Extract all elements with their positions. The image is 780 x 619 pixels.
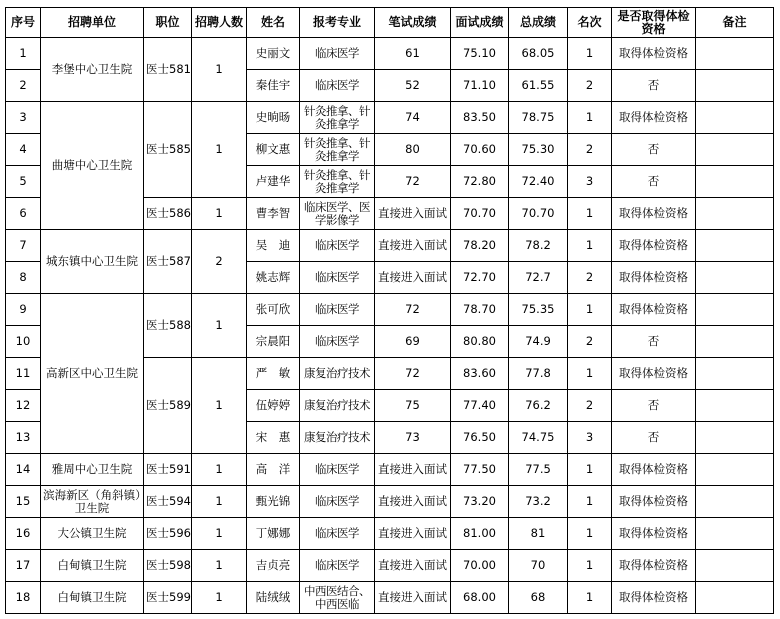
unit-name: 大公镇卫生院 xyxy=(41,518,144,550)
interview-score: 70.70 xyxy=(451,198,509,230)
interview-score: 72.80 xyxy=(451,166,509,198)
total-score: 75.30 xyxy=(509,134,568,166)
note xyxy=(696,422,774,454)
total-score: 73.2 xyxy=(509,486,568,518)
candidate-name: 吴 迪 xyxy=(247,230,300,262)
total-score: 74.9 xyxy=(509,326,568,358)
row-number: 7 xyxy=(6,230,41,262)
rank: 1 xyxy=(568,358,612,390)
total-score: 77.8 xyxy=(509,358,568,390)
written-score: 直接进入面试 xyxy=(375,550,451,582)
written-score: 74 xyxy=(375,102,451,134)
unit-name: 高新区中心卫生院 xyxy=(41,294,144,454)
rank: 3 xyxy=(568,166,612,198)
row-number: 9 xyxy=(6,294,41,326)
candidate-name: 柳文惠 xyxy=(247,134,300,166)
major: 针灸推拿、针灸推拿学 xyxy=(300,134,375,166)
hire-count: 1 xyxy=(192,454,247,486)
candidate-name: 伍婷婷 xyxy=(247,390,300,422)
rank: 1 xyxy=(568,518,612,550)
row-number: 10 xyxy=(6,326,41,358)
rank: 2 xyxy=(568,262,612,294)
candidate-name: 卢建华 xyxy=(247,166,300,198)
note xyxy=(696,134,774,166)
header-rank: 名次 xyxy=(568,8,612,38)
row-number: 11 xyxy=(6,358,41,390)
table-row xyxy=(6,518,774,550)
unit-name: 曲塘中心卫生院 xyxy=(41,102,144,230)
major: 康复治疗技术 xyxy=(300,422,375,454)
header-qualified: 是否取得体检资格 xyxy=(612,8,696,38)
major: 针灸推拿、针灸推拿学 xyxy=(300,166,375,198)
row-number: 2 xyxy=(6,70,41,102)
interview-score: 71.10 xyxy=(451,70,509,102)
table-row xyxy=(6,486,774,518)
interview-score: 73.20 xyxy=(451,486,509,518)
hire-count: 1 xyxy=(192,38,247,102)
major: 临床医学 xyxy=(300,70,375,102)
total-score: 68.05 xyxy=(509,38,568,70)
header-major: 报考专业 xyxy=(300,8,375,38)
written-score: 73 xyxy=(375,422,451,454)
header-no: 序号 xyxy=(6,8,41,38)
position-code: 医士591 xyxy=(144,454,192,486)
note xyxy=(696,230,774,262)
rank: 1 xyxy=(568,294,612,326)
position-code: 医士594 xyxy=(144,486,192,518)
candidate-name: 高 洋 xyxy=(247,454,300,486)
interview-score: 70.00 xyxy=(451,550,509,582)
written-score: 直接进入面试 xyxy=(375,230,451,262)
hire-count: 1 xyxy=(192,198,247,230)
exam-qualification: 取得体检资格 xyxy=(612,230,696,262)
written-score: 直接进入面试 xyxy=(375,486,451,518)
exam-qualification: 取得体检资格 xyxy=(612,38,696,70)
written-score: 直接进入面试 xyxy=(375,262,451,294)
row-number: 16 xyxy=(6,518,41,550)
header-position: 职位 xyxy=(144,8,192,38)
unit-name: 白甸镇卫生院 xyxy=(41,550,144,582)
interview-score: 72.70 xyxy=(451,262,509,294)
position-code: 医士598 xyxy=(144,550,192,582)
candidate-name: 张可欣 xyxy=(247,294,300,326)
rank: 1 xyxy=(568,230,612,262)
hire-count: 1 xyxy=(192,486,247,518)
table-row xyxy=(6,38,774,70)
row-number: 5 xyxy=(6,166,41,198)
total-score: 75.35 xyxy=(509,294,568,326)
row-number: 3 xyxy=(6,102,41,134)
position-code: 医士596 xyxy=(144,518,192,550)
total-score: 70.70 xyxy=(509,198,568,230)
interview-score: 68.00 xyxy=(451,582,509,614)
major: 临床医学 xyxy=(300,262,375,294)
hire-count: 1 xyxy=(192,550,247,582)
interview-score: 75.10 xyxy=(451,38,509,70)
note xyxy=(696,198,774,230)
major: 康复治疗技术 xyxy=(300,390,375,422)
total-score: 76.2 xyxy=(509,390,568,422)
note xyxy=(696,390,774,422)
written-score: 80 xyxy=(375,134,451,166)
position-code: 医士589 xyxy=(144,358,192,454)
row-number: 13 xyxy=(6,422,41,454)
rank: 2 xyxy=(568,134,612,166)
interview-score: 70.60 xyxy=(451,134,509,166)
major: 临床医学、医学影像学 xyxy=(300,198,375,230)
interview-score: 83.60 xyxy=(451,358,509,390)
candidate-name: 宗晨阳 xyxy=(247,326,300,358)
rank: 1 xyxy=(568,582,612,614)
total-score: 68 xyxy=(509,582,568,614)
exam-qualification: 取得体检资格 xyxy=(612,358,696,390)
note xyxy=(696,550,774,582)
hire-count: 1 xyxy=(192,102,247,198)
note xyxy=(696,38,774,70)
rank: 2 xyxy=(568,390,612,422)
row-number: 6 xyxy=(6,198,41,230)
interview-score: 76.50 xyxy=(451,422,509,454)
candidate-name: 宋 惠 xyxy=(247,422,300,454)
total-score: 77.5 xyxy=(509,454,568,486)
exam-qualification: 取得体检资格 xyxy=(612,550,696,582)
position-code: 医士585 xyxy=(144,102,192,198)
total-score: 81 xyxy=(509,518,568,550)
candidate-name: 姚志辉 xyxy=(247,262,300,294)
table-row xyxy=(6,582,774,614)
table-row xyxy=(6,454,774,486)
exam-qualification: 取得体检资格 xyxy=(612,582,696,614)
hire-count: 1 xyxy=(192,518,247,550)
position-code: 医士581 xyxy=(144,38,192,102)
note xyxy=(696,262,774,294)
exam-qualification: 否 xyxy=(612,166,696,198)
unit-name: 白甸镇卫生院 xyxy=(41,582,144,614)
table-row xyxy=(6,550,774,582)
position-code: 医士588 xyxy=(144,294,192,358)
total-score: 74.75 xyxy=(509,422,568,454)
exam-qualification: 否 xyxy=(612,390,696,422)
interview-score: 81.00 xyxy=(451,518,509,550)
results-table xyxy=(5,7,774,614)
table-body xyxy=(6,38,774,614)
table-row xyxy=(6,102,774,134)
note xyxy=(696,518,774,550)
rank: 2 xyxy=(568,326,612,358)
total-score: 72.40 xyxy=(509,166,568,198)
major: 临床医学 xyxy=(300,326,375,358)
major: 临床医学 xyxy=(300,294,375,326)
written-score: 72 xyxy=(375,166,451,198)
note xyxy=(696,102,774,134)
header-total: 总成绩 xyxy=(509,8,568,38)
candidate-name: 曹李智 xyxy=(247,198,300,230)
rank: 1 xyxy=(568,454,612,486)
major: 中西医结合、中西医临 xyxy=(300,582,375,614)
major: 临床医学 xyxy=(300,518,375,550)
interview-score: 83.50 xyxy=(451,102,509,134)
note xyxy=(696,582,774,614)
major: 临床医学 xyxy=(300,38,375,70)
written-score: 72 xyxy=(375,358,451,390)
candidate-name: 严 敏 xyxy=(247,358,300,390)
header-unit: 招聘单位 xyxy=(41,8,144,38)
row-number: 17 xyxy=(6,550,41,582)
note xyxy=(696,486,774,518)
exam-qualification: 否 xyxy=(612,326,696,358)
interview-score: 77.50 xyxy=(451,454,509,486)
hire-count: 1 xyxy=(192,358,247,454)
rank: 1 xyxy=(568,198,612,230)
major: 临床医学 xyxy=(300,454,375,486)
written-score: 52 xyxy=(375,70,451,102)
header-row xyxy=(6,8,774,38)
written-score: 61 xyxy=(375,38,451,70)
header-name: 姓名 xyxy=(247,8,300,38)
exam-qualification: 取得体检资格 xyxy=(612,294,696,326)
header-interview: 面试成绩 xyxy=(451,8,509,38)
exam-qualification: 取得体检资格 xyxy=(612,518,696,550)
note xyxy=(696,358,774,390)
rank: 1 xyxy=(568,486,612,518)
table-row xyxy=(6,294,774,326)
header-count: 招聘人数 xyxy=(192,8,247,38)
unit-name: 滨海新区（角斜镇）卫生院 xyxy=(41,486,144,518)
major: 临床医学 xyxy=(300,550,375,582)
written-score: 直接进入面试 xyxy=(375,582,451,614)
interview-score: 80.80 xyxy=(451,326,509,358)
candidate-name: 史晌旸 xyxy=(247,102,300,134)
rank: 2 xyxy=(568,70,612,102)
total-score: 78.2 xyxy=(509,230,568,262)
written-score: 75 xyxy=(375,390,451,422)
candidate-name: 秦佳宇 xyxy=(247,70,300,102)
major: 临床医学 xyxy=(300,230,375,262)
row-number: 12 xyxy=(6,390,41,422)
row-number: 8 xyxy=(6,262,41,294)
exam-qualification: 否 xyxy=(612,70,696,102)
exam-qualification: 否 xyxy=(612,422,696,454)
exam-qualification: 取得体检资格 xyxy=(612,198,696,230)
exam-qualification: 否 xyxy=(612,134,696,166)
major: 临床医学 xyxy=(300,486,375,518)
header-note: 备注 xyxy=(696,8,774,38)
position-code: 医士586 xyxy=(144,198,192,230)
candidate-name: 陆绒绒 xyxy=(247,582,300,614)
position-code: 医士599 xyxy=(144,582,192,614)
written-score: 直接进入面试 xyxy=(375,198,451,230)
unit-name: 城东镇中心卫生院 xyxy=(41,230,144,294)
table-row xyxy=(6,230,774,262)
interview-score: 78.20 xyxy=(451,230,509,262)
note xyxy=(696,294,774,326)
row-number: 18 xyxy=(6,582,41,614)
exam-qualification: 取得体检资格 xyxy=(612,454,696,486)
note xyxy=(696,166,774,198)
candidate-name: 吉贞亮 xyxy=(247,550,300,582)
exam-qualification: 取得体检资格 xyxy=(612,102,696,134)
unit-name: 李堡中心卫生院 xyxy=(41,38,144,102)
rank: 3 xyxy=(568,422,612,454)
row-number: 15 xyxy=(6,486,41,518)
note xyxy=(696,454,774,486)
major: 康复治疗技术 xyxy=(300,358,375,390)
total-score: 78.75 xyxy=(509,102,568,134)
total-score: 70 xyxy=(509,550,568,582)
written-score: 69 xyxy=(375,326,451,358)
row-number: 4 xyxy=(6,134,41,166)
note xyxy=(696,326,774,358)
rank: 1 xyxy=(568,550,612,582)
rank: 1 xyxy=(568,102,612,134)
hire-count: 2 xyxy=(192,230,247,294)
candidate-name: 丁娜娜 xyxy=(247,518,300,550)
note xyxy=(696,70,774,102)
candidate-name: 史丽文 xyxy=(247,38,300,70)
row-number: 1 xyxy=(6,38,41,70)
hire-count: 1 xyxy=(192,294,247,358)
total-score: 61.55 xyxy=(509,70,568,102)
position-code: 医士587 xyxy=(144,230,192,294)
unit-name: 雅周中心卫生院 xyxy=(41,454,144,486)
exam-qualification: 取得体检资格 xyxy=(612,262,696,294)
rank: 1 xyxy=(568,38,612,70)
total-score: 72.7 xyxy=(509,262,568,294)
interview-score: 77.40 xyxy=(451,390,509,422)
written-score: 直接进入面试 xyxy=(375,454,451,486)
exam-qualification: 取得体检资格 xyxy=(612,486,696,518)
hire-count: 1 xyxy=(192,582,247,614)
interview-score: 78.70 xyxy=(451,294,509,326)
major: 针灸推拿、针灸推拿学 xyxy=(300,102,375,134)
written-score: 72 xyxy=(375,294,451,326)
row-number: 14 xyxy=(6,454,41,486)
header-written: 笔试成绩 xyxy=(375,8,451,38)
written-score: 直接进入面试 xyxy=(375,518,451,550)
candidate-name: 甄光锦 xyxy=(247,486,300,518)
